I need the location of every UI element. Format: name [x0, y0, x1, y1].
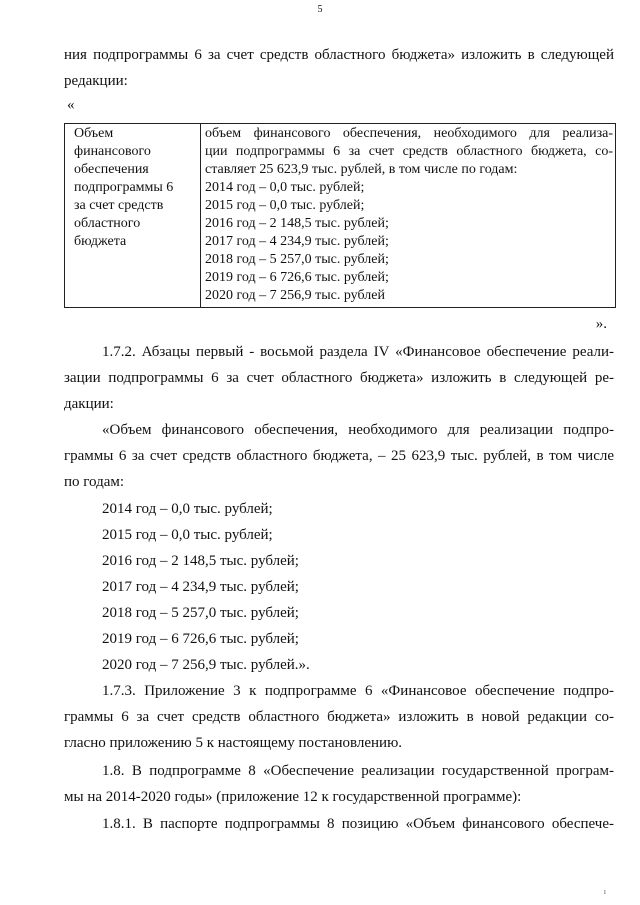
intro-line-1: ния подпрограммы 6 за счет средств областного бюджета» изложить в следующей	[64, 47, 614, 63]
table-label-cell	[65, 124, 201, 308]
label-line: областного	[74, 216, 141, 231]
year-entry: 2020 год – 7 256,9 тыс. рублей.».	[102, 657, 310, 673]
year-line: 2017 год – 4 234,9 тыс. рублей;	[205, 234, 389, 249]
p172-quote-line-3: по годам:	[64, 474, 125, 490]
year-entry: 2018 год – 5 257,0 тыс. рублей;	[102, 605, 299, 621]
text-line: объем финансового обеспечения, необходимого для реализа-	[205, 126, 613, 141]
p172-line-2: зации подпрограммы 6 за счет областного бюджета» изложить в следующей ре-	[64, 370, 614, 386]
p172-quote-line-2: граммы 6 за счет средств областного бюджета, – 25 623,9 тыс. рублей, в том числе	[64, 448, 614, 464]
p18-line-1: 1.8. В подпрограмме 8 «Обеспечение реализации государственной програм-	[102, 763, 614, 779]
p173-line-3: гласно приложению 5 к настоящему постановлению.	[64, 735, 403, 751]
page-number: 5	[317, 4, 323, 15]
label-line: за счет средств	[74, 198, 164, 213]
p18-line-2: мы на 2014-2020 годы» (приложение 12 к государственной программе):	[64, 789, 522, 805]
year-line: 2018 год – 5 257,0 тыс. рублей;	[205, 252, 389, 267]
year-entry: 2016 год – 2 148,5 тыс. рублей;	[102, 553, 299, 569]
year-line: 2014 год – 0,0 тыс. рублей;	[205, 180, 365, 195]
text-line: ставляет 25 623,9 тыс. рублей, в том числе по годам:	[205, 162, 518, 177]
table-text-cell	[201, 124, 616, 308]
open-quote: «	[67, 97, 75, 113]
label-line: финансового	[74, 144, 151, 159]
year-line: 2020 год – 7 256,9 тыс. рублей	[205, 288, 385, 303]
p173-line-1: 1.7.3. Приложение 3 к подпрограмме 6 «Финансовое обеспечение подпро-	[102, 683, 614, 699]
financing-table	[64, 123, 616, 308]
label-line: обеспечения	[74, 162, 149, 177]
p181-line-1: 1.8.1. В паспорте подпрограммы 8 позицию «Объем финансового обеспече-	[102, 816, 614, 832]
year-line: 2015 год – 0,0 тыс. рублей;	[205, 198, 365, 213]
corner-mark: ı	[603, 887, 606, 896]
p172-quote-line-1: «Объем финансового обеспечения, необходимого для реализации подпро-	[102, 422, 614, 438]
text-line: ции подпрограммы 6 за счет средств областного бюджета, со-	[205, 144, 613, 159]
year-entry: 2017 год – 4 234,9 тыс. рублей;	[102, 579, 299, 595]
year-entry: 2019 год – 6 726,6 тыс. рублей;	[102, 631, 299, 647]
close-quote: ».	[595, 316, 607, 332]
p172-line-3: дакции:	[64, 396, 114, 412]
year-entry: 2014 год – 0,0 тыс. рублей;	[102, 501, 273, 517]
intro-line-2: редакции:	[64, 73, 128, 89]
p172-line-1: 1.7.2. Абзацы первый - восьмой раздела IV «Финансовое обеспечение реали-	[102, 344, 614, 360]
year-line: 2016 год – 2 148,5 тыс. рублей;	[205, 216, 389, 231]
year-line: 2019 год – 6 726,6 тыс. рублей;	[205, 270, 389, 285]
label-line: Объем	[74, 126, 114, 141]
year-entry: 2015 год – 0,0 тыс. рублей;	[102, 527, 273, 543]
label-line: подпрограммы 6	[74, 180, 174, 195]
label-line: бюджета	[74, 234, 127, 249]
p173-line-2: граммы 6 за счет средств областного бюджета» изложить в новой редакции со-	[64, 709, 614, 725]
